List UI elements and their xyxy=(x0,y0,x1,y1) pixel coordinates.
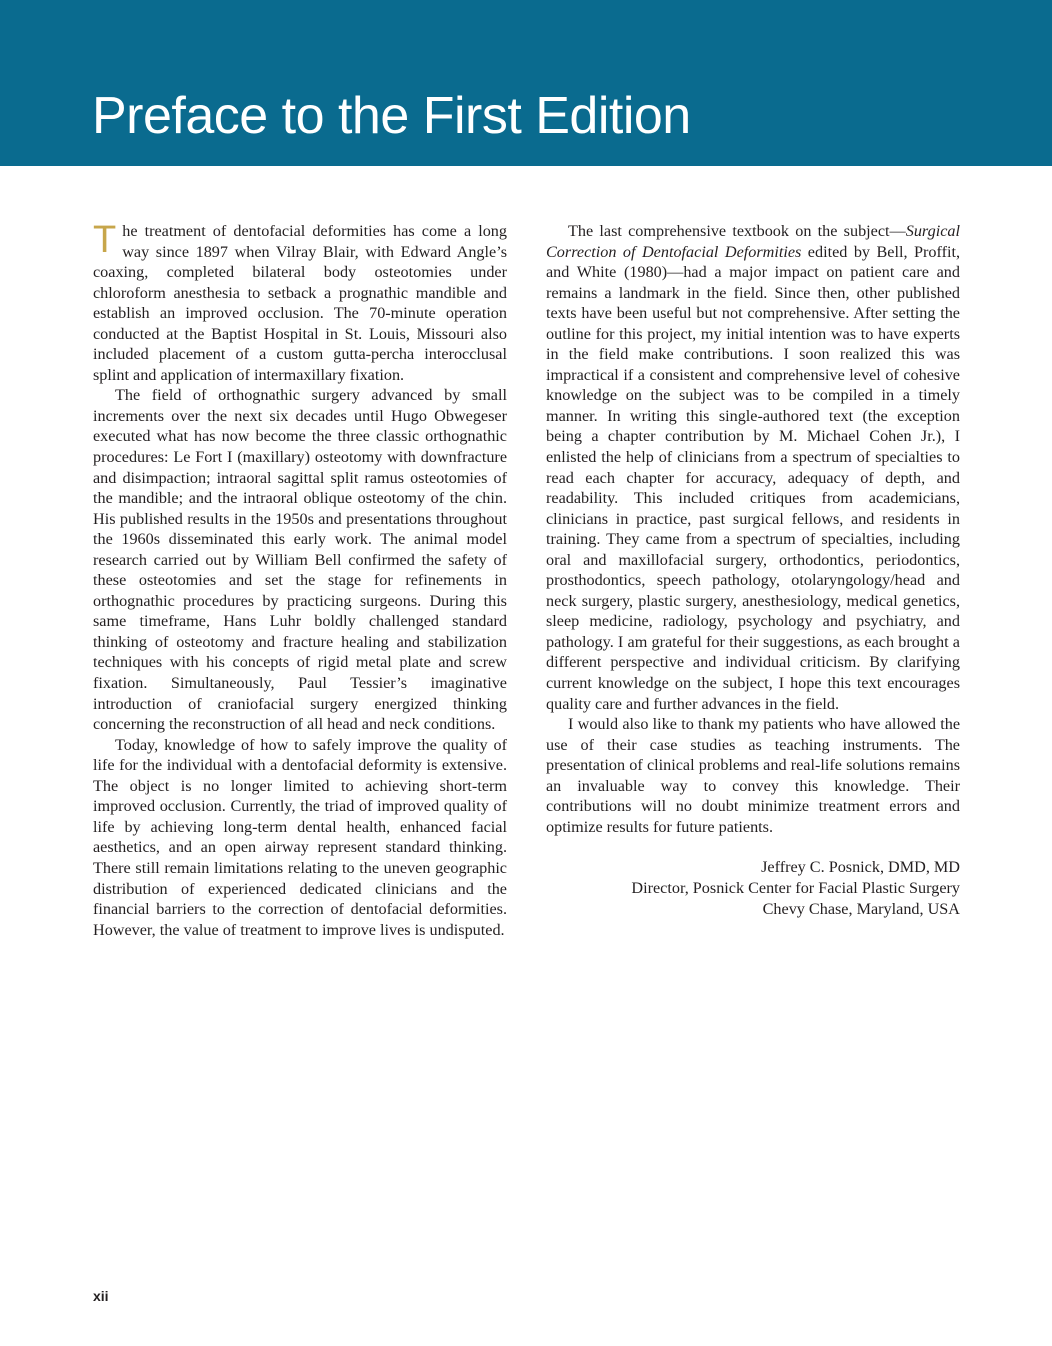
title-banner xyxy=(0,0,1052,166)
paragraph-4-start: The last comprehensive textbook on the subject— xyxy=(568,222,906,240)
paragraph-3: Today, knowledge of how to safely improve the quality of life for the individual with a dentofacial deformity is extensive. The object is no longer limited to achieving short-term improved occlusion. Currently, the triad of improved quality of life by achieving long-term dental health, enhanced facial aesthetics, and an open airway represent standard thinking. There still remain limitations relating to the uneven geographic distribution of experienced dedicated clinicians and the financial barriers to the correction of dentofacial deformities. However, the value of treatment to improve lives is undisputed. xyxy=(93,735,507,939)
paragraph-5: I would also like to thank my patients who have allowed the use of their case studies as teaching instruments. The presentation of clinical problems and real-life solutions remains an invaluable way to convey this knowledge. Their contributions will no doubt minimize treatment errors and optimize results for future patients. xyxy=(546,715,960,836)
left-column xyxy=(93,221,507,940)
book-title: Surgical Correction of Dentofacial Deformities xyxy=(546,222,960,261)
signature-block xyxy=(546,857,960,919)
page-title: Preface to the First Edition xyxy=(92,87,691,145)
paragraph-4-rest: edited by Bell, Proffit, and White (1980)—had a major impact on patient care and remains a landmark in the field. Since then, other published texts have been useful but not comprehensive. After setting the outline for this project, my initial intention was to have experts in the field make contributions. I soon realized this was impractical if a consistent and comprehensive level of cohesive knowledge on the subject was to be compiled in a timely manner. In writing this single-authored text (the exception being a chapter contribution by M. Michael Cohen Jr.), I enlisted the help of clinicians from a spectrum of specialties to read each chapter for accuracy, adequacy of depth, and readability. This included critiques from academicians, clinicians in practice, past surgical fellows, and residents in training. They came from a spectrum of specialties, including oral and maxillofacial surgery, orthodontics, periodontics, prosthodontics, speech pathology, otolaryngology/head and neck surgery, plastic surgery, anesthesiology, medical genetics, sleep medicine, radiology, psychology and psychiatry, and pathology. I am grateful for their suggestions, as each brought a different perspective and individual criticism. By clarifying current knowledge on the subject, I hope this text encourages quality care and further advances in the field. xyxy=(546,242,961,713)
paragraph-1 xyxy=(93,221,507,385)
paragraph-1-text: he treatment of dentofacial deformities has come a long way since 1897 when Vilray Blair, with Edward Angle’s coaxing, completed bilateral body osteotomies under chloroform anesthesia to setback a prognathic mandible and establish an improved occlusion. The 70-minute operation conducted at the Baptist Hospital in St. Louis, Missouri also included placement of a custom gutta-percha interocclusal splint and application of intermaxillary fixation. xyxy=(93,222,507,384)
page-number: xii xyxy=(93,1288,109,1304)
paragraph-2: The field of orthognathic surgery advanced by small increments over the next six decades until Hugo Obwegeser executed what has now become the three classic orthognathic procedures: Le Fort I (maxillary) osteotomy with downfracture and disimpaction; intraoral sagittal split ramus osteotomies of the mandible; and the intraoral oblique osteotomy of the chin. His published results in the 1950s and presentations throughout the 1960s disseminated this early work. The animal model research carried out by William Bell confirmed the safety of these osteotomies and set the stage for refinements in orthognathic procedures by practicing surgeons. During this same timeframe, Hans Luhr boldly challenged standard thinking of osteotomy and fracture healing and stabilization techniques with his concepts of rigid metal plate and screw fixation. Simultaneously, Paul Tessier’s imaginative introduction of craniofacial surgery energized thinking concerning the reconstruction of all head and neck conditions. xyxy=(93,386,507,734)
signature-location: Chevy Chase, Maryland, USA xyxy=(762,899,960,918)
right-column xyxy=(546,221,960,919)
signature-title: Director, Posnick Center for Facial Plastic Surgery xyxy=(631,878,960,897)
signature-name: Jeffrey C. Posnick, DMD, MD xyxy=(761,858,960,877)
drop-cap: T xyxy=(93,219,117,261)
paragraph-4 xyxy=(546,221,960,714)
